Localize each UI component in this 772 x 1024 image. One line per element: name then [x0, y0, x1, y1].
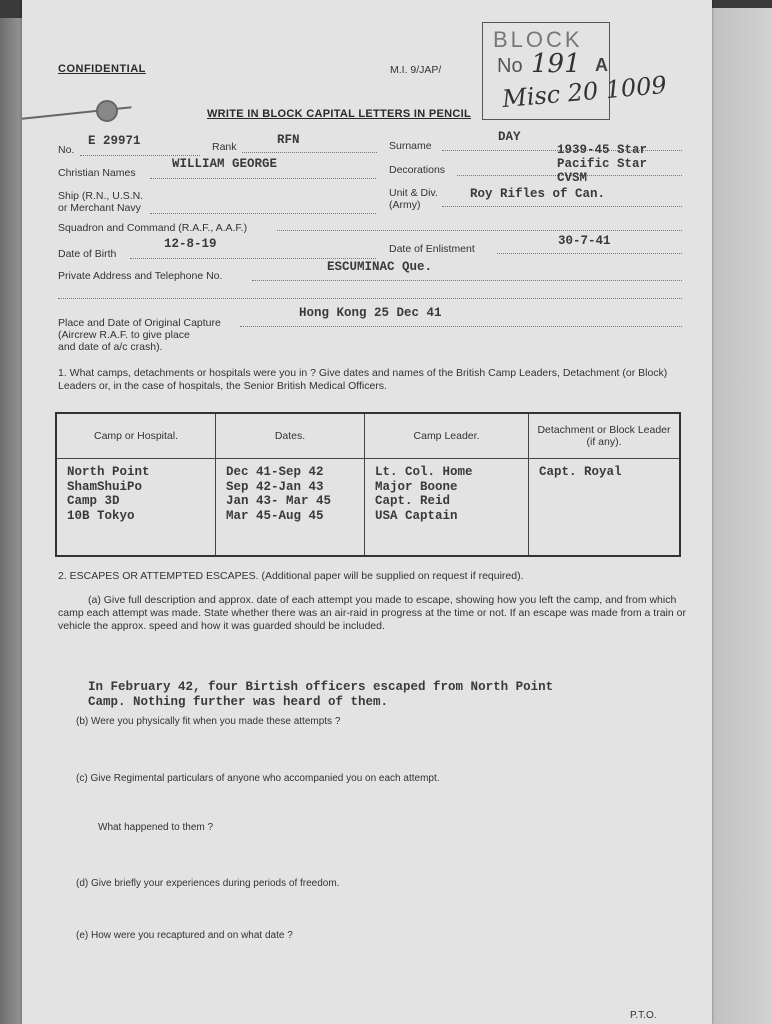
- christian-names-label: Christian Names: [58, 167, 136, 179]
- confidential-label: CONFIDENTIAL: [58, 63, 146, 75]
- stamp-no-label: No: [497, 55, 523, 77]
- reference-number: M.I. 9/JAP/: [390, 64, 442, 76]
- question-a: (a) Give full description and approx. date of each attempt you made to escape, showing how you left the camp, and from which camp each attempt was made. State whether there was an air-raid in progress at the time or not. If an escape was made from a train or vehicle the approx. speed and how it was guarded should be included.: [58, 594, 686, 632]
- decoration-1: 1939-45 Star: [557, 143, 648, 157]
- stamp-number: 191: [531, 49, 581, 79]
- date-entry: Mar 45-Aug 45: [226, 508, 324, 523]
- service-number: E 29971: [88, 134, 141, 148]
- no-label: No.: [58, 144, 75, 156]
- camps-question: 1. What camps, detachments or hospitals were you in ? Give dates and names of the British Camp Leaders, Detachment (or Block) Leaders or, in the case of hospitals, the Senior British Medical Officers.: [58, 367, 668, 392]
- enlistment-label: Date of Enlistment: [389, 243, 475, 255]
- capture-value: Hong Kong 25 Dec 41: [299, 306, 442, 320]
- decoration-2: Pacific Star: [557, 157, 648, 171]
- punch-hole: [96, 100, 118, 122]
- rank-value: RFN: [277, 133, 300, 147]
- leader-entry: Major Boone: [375, 479, 458, 494]
- dob-label: Date of Birth: [58, 248, 117, 260]
- capture-label-3: and date of a/c crash).: [58, 341, 163, 353]
- stamp-block-text: BLOCK: [493, 27, 583, 52]
- date-entry: Dec 41-Sep 42: [226, 465, 324, 479]
- capture-label-2: (Aircrew R.A.F. to give place: [58, 329, 190, 341]
- camp-entry: 10B Tokyo: [67, 508, 135, 523]
- date-entry: Sep 42-Jan 43: [226, 479, 324, 494]
- camp-entry: Camp 3D: [67, 494, 120, 508]
- camp-entry: ShamShuiPo: [67, 479, 143, 494]
- dob-value: 12-8-19: [164, 237, 217, 251]
- leaders-cell: [365, 459, 529, 557]
- document-sheet: [22, 0, 712, 1024]
- question-d: (d) Give briefly your experiences during periods of freedom.: [76, 878, 340, 889]
- decoration-3: CVSM: [557, 171, 588, 185]
- leader-entry: Capt. Reid: [375, 494, 451, 508]
- question-b: (b) Were you physically fit when you made these attempts ?: [76, 716, 341, 727]
- capture-label-1: Place and Date of Original Capture: [58, 317, 221, 329]
- surname-label: Surname: [389, 140, 432, 152]
- question-c: (c) Give Regimental particulars of anyone who accompanied you on each attempt.: [76, 773, 440, 784]
- dates-cell: [216, 459, 365, 557]
- col-camp-header: Camp or Hospital.: [56, 413, 216, 459]
- camp-entry: North Point: [67, 465, 150, 479]
- question-e: (e) How were you recaptured and on what date ?: [76, 930, 293, 941]
- camps-cell: [56, 459, 216, 557]
- address-value: ESCUMINAC Que.: [327, 260, 433, 274]
- answer-a-line-1: In February 42, four Birtish officers escaped from North Point: [88, 680, 554, 694]
- escapes-heading: 2. ESCAPES OR ATTEMPTED ESCAPES. (Additional paper will be supplied on request if required).: [58, 570, 524, 582]
- enlistment-value: 30-7-41: [558, 234, 611, 248]
- leader-entry: Lt. Col. Home: [375, 465, 473, 479]
- decorations-label: Decorations: [389, 164, 446, 176]
- detachment-cell: [529, 459, 681, 557]
- rank-label: Rank: [212, 141, 237, 153]
- unit-label-2: (Army): [389, 199, 421, 211]
- ship-label-1: Ship (R.N., U.S.N.: [58, 190, 144, 202]
- col-dates-header: Dates.: [216, 413, 365, 459]
- question-c-followup: What happened to them ?: [98, 822, 214, 833]
- address-label: Private Address and Telephone No.: [58, 270, 223, 282]
- form-title: WRITE IN BLOCK CAPITAL LETTERS IN PENCIL: [207, 108, 471, 120]
- detachment-entry: Capt. Royal: [539, 465, 622, 479]
- christian-names-value: WILLIAM GEORGE: [172, 157, 278, 171]
- surname-value: DAY: [498, 130, 521, 144]
- col-detachment-header: Detachment or Block Leader (if any).: [529, 413, 681, 459]
- unit-value: Roy Rifles of Can.: [470, 187, 606, 201]
- stamp-suffix: A: [595, 55, 608, 75]
- pto-label: P.T.O.: [630, 1010, 657, 1021]
- col-leader-header: Camp Leader.: [365, 413, 529, 459]
- date-entry: Jan 43- Mar 45: [226, 494, 332, 508]
- leader-entry: USA Captain: [375, 508, 458, 523]
- camps-table: [55, 412, 681, 557]
- misc-handwritten-note: Misc 20 1009: [501, 70, 668, 114]
- squadron-label: Squadron and Command (R.A.F., A.A.F.): [58, 222, 248, 234]
- answer-a-line-2: Camp. Nothing further was heard of them.: [88, 695, 389, 709]
- ship-label-2: or Merchant Navy: [58, 202, 141, 214]
- unit-label-1: Unit & Div.: [389, 187, 438, 199]
